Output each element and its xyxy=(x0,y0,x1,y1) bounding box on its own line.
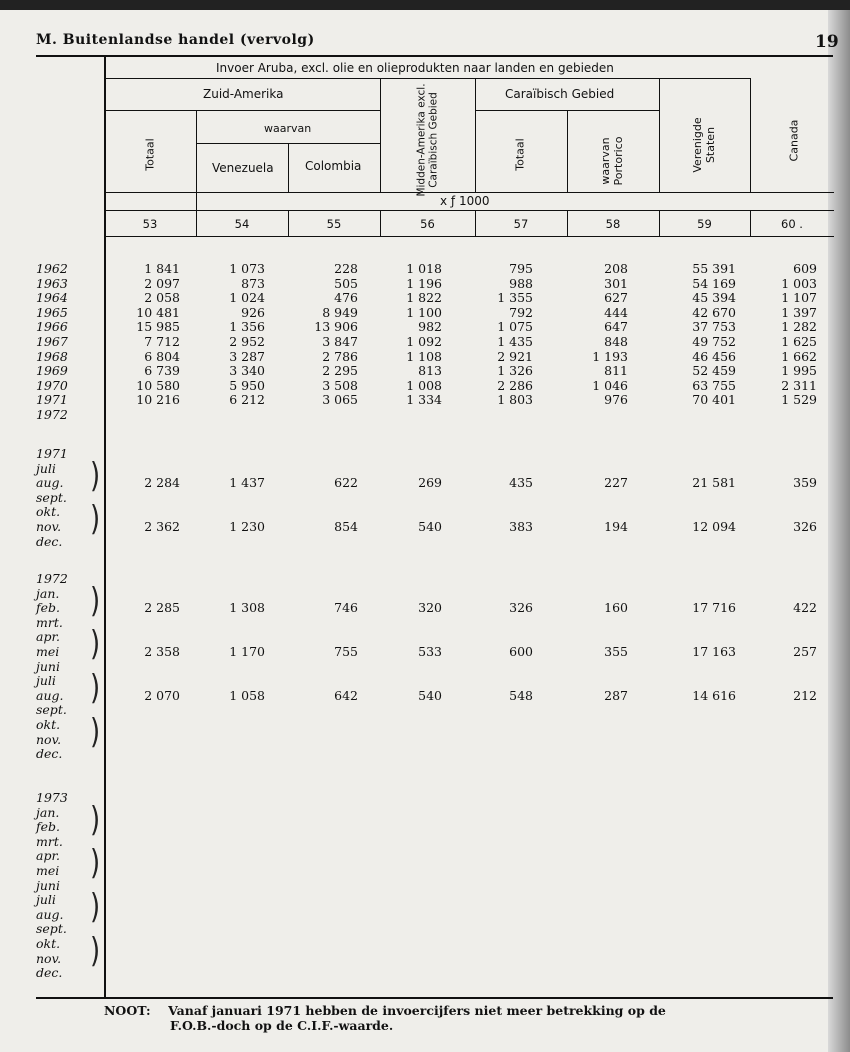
table-cell: 1 355 xyxy=(497,290,533,306)
verenigde-staten-header: Verenigde Staten xyxy=(691,117,717,173)
month-label: sept. xyxy=(36,921,67,937)
table-cell: 10 580 xyxy=(136,377,180,393)
table-cell: 422 xyxy=(793,600,817,616)
month-label: juli xyxy=(36,460,56,476)
year-heading: 1972 xyxy=(36,571,68,586)
za-rule xyxy=(104,110,380,111)
table-cell: 813 xyxy=(418,363,442,379)
table-cell: 6 739 xyxy=(144,363,180,379)
table-cell: 988 xyxy=(509,275,533,291)
table-cell: 2 284 xyxy=(144,475,180,491)
quarter-brace: ) xyxy=(90,625,101,665)
table-cell: 70 401 xyxy=(692,392,736,408)
table-cell: 326 xyxy=(793,519,817,534)
table-cell: 1 822 xyxy=(406,290,442,306)
scan-top-border xyxy=(0,0,850,10)
quarter-brace: ) xyxy=(90,888,101,928)
month-label: mrt. xyxy=(36,833,63,849)
column-number: 57 xyxy=(513,217,529,231)
canada-header: Canada xyxy=(787,119,801,162)
month-label: juni xyxy=(36,877,60,893)
table-cell: 1 356 xyxy=(229,319,265,335)
colnum-rule xyxy=(104,236,834,237)
table-cell: 227 xyxy=(604,475,628,491)
year-label: 1965 xyxy=(36,304,68,320)
table-cell: 1 397 xyxy=(781,304,817,320)
waarvan-header: waarvan xyxy=(264,122,312,135)
month-label: sept. xyxy=(36,702,67,718)
table-cell: 476 xyxy=(334,290,358,306)
table-cell: 444 xyxy=(604,304,628,320)
table-cell: 6 804 xyxy=(144,348,180,364)
table-cell: 2 952 xyxy=(229,334,265,349)
table-cell: 46 456 xyxy=(692,348,736,364)
month-label: dec. xyxy=(36,965,63,981)
table-cell: 10 481 xyxy=(136,304,180,320)
table-cell: 2 311 xyxy=(781,377,817,393)
table-cell: 1 196 xyxy=(406,275,442,291)
table-cell: 1 529 xyxy=(781,392,817,408)
year-label: 1969 xyxy=(36,363,68,379)
caraibisch-header: Caraïbisch Gebied xyxy=(505,87,615,101)
month-label: nov. xyxy=(36,731,62,747)
unit-rule xyxy=(104,210,834,211)
table-cell: 269 xyxy=(418,475,442,491)
column-number: 55 xyxy=(326,217,342,231)
table-cell: 1 058 xyxy=(229,687,265,703)
table-cell: 257 xyxy=(793,644,817,659)
table-cell: 1 308 xyxy=(229,600,265,616)
table-cell: 2 058 xyxy=(144,290,180,306)
month-label: okt. xyxy=(36,504,61,520)
quarter-brace: ) xyxy=(90,800,101,840)
table-cell: 1 841 xyxy=(144,261,180,276)
table-cell: 8 949 xyxy=(322,304,358,320)
table-cell: 873 xyxy=(241,275,265,291)
table-cell: 301 xyxy=(604,275,628,291)
table-cell: 359 xyxy=(793,475,817,491)
table-cell: 14 616 xyxy=(692,687,736,703)
totaal-cg-header: Totaal xyxy=(513,138,527,171)
col-divider xyxy=(288,143,289,192)
month-label: juni xyxy=(36,658,60,674)
month-label: apr. xyxy=(36,629,61,645)
table-cell: 926 xyxy=(241,304,265,320)
portorico-header: waarvan Portorico xyxy=(599,136,625,186)
table-cell: 982 xyxy=(418,319,442,335)
table-cell: 10 216 xyxy=(136,392,180,408)
year-heading: 1971 xyxy=(36,446,68,461)
table-cell: 540 xyxy=(418,519,442,534)
table-cell: 42 670 xyxy=(692,304,736,320)
table-cell: 12 094 xyxy=(692,519,736,534)
unit-label: x ƒ 1000 xyxy=(440,194,490,208)
table-cell: 1 435 xyxy=(497,334,533,349)
table-cell: 1 100 xyxy=(406,304,442,320)
month-label: okt. xyxy=(36,717,61,732)
table-cell: 54 169 xyxy=(692,275,736,291)
table-cell: 1 008 xyxy=(406,377,442,393)
table-cell: 2 097 xyxy=(144,275,180,291)
table-cell: 609 xyxy=(793,261,817,276)
table-cell: 7 712 xyxy=(144,334,180,349)
table-cell: 1 107 xyxy=(781,290,817,306)
midden-amerika-header: Midden-Amerika excl. Caraïbisch Gebied xyxy=(415,83,440,197)
table-cell: 194 xyxy=(604,519,628,534)
month-label: juli xyxy=(36,892,56,908)
table-cell: 2 070 xyxy=(144,687,180,703)
col-divider xyxy=(567,110,568,192)
col-divider xyxy=(380,78,381,192)
table-cell: 2 285 xyxy=(144,600,180,616)
table-cell: 1 803 xyxy=(497,392,533,408)
year-label: 1967 xyxy=(36,334,68,349)
table-cell: 2 921 xyxy=(497,348,533,364)
table-cell: 55 391 xyxy=(692,261,736,276)
table-cell: 854 xyxy=(334,519,358,534)
table-cell: 1 625 xyxy=(781,334,817,349)
table-cell: 1 092 xyxy=(406,334,442,349)
table-cell: 755 xyxy=(334,644,358,659)
year-label: 1966 xyxy=(36,319,68,335)
month-label: mrt. xyxy=(36,614,63,630)
table-cell: 355 xyxy=(604,644,628,659)
table-cell: 49 752 xyxy=(692,334,736,349)
month-label: mei xyxy=(36,644,60,659)
column-number: 54 xyxy=(234,217,250,231)
table-cell: 627 xyxy=(604,290,628,306)
table-cell: 1 075 xyxy=(497,319,533,335)
table-cell: 1 230 xyxy=(229,519,265,534)
month-label: apr. xyxy=(36,848,61,864)
table-cell: 811 xyxy=(604,363,628,379)
table-cell: 642 xyxy=(334,687,358,703)
venezuela-header: Venezuela xyxy=(212,161,274,175)
month-label: nov. xyxy=(36,519,62,534)
table-cell: 746 xyxy=(334,600,358,616)
table-cell: 1 046 xyxy=(592,377,628,393)
table-cell: 45 394 xyxy=(692,290,736,306)
table-cell: 13 906 xyxy=(314,319,358,335)
colombia-header: Colombia xyxy=(305,159,362,173)
month-label: dec. xyxy=(36,746,63,762)
month-label: jan. xyxy=(36,585,60,601)
quarter-brace: ) xyxy=(90,713,101,752)
month-label: feb. xyxy=(36,819,60,835)
quarter-brace: ) xyxy=(90,669,101,709)
table-cell: 1 326 xyxy=(497,363,533,379)
table-cell: 3 508 xyxy=(322,377,358,393)
table-cell: 647 xyxy=(604,319,628,335)
table-cell: 795 xyxy=(509,261,533,276)
table-cell: 1 024 xyxy=(229,290,265,306)
note-line-1: Vanaf januari 1971 hebben de invoercijfers niet meer betrekking op de xyxy=(168,1003,666,1018)
table-cell: 3 340 xyxy=(229,363,265,379)
month-label: mei xyxy=(36,863,60,878)
col-divider xyxy=(750,78,751,192)
year-label: 1964 xyxy=(36,290,68,306)
title-rule xyxy=(104,78,750,79)
table-cell: 326 xyxy=(509,600,533,616)
table-cell: 1 108 xyxy=(406,348,442,364)
table-cell: 1 170 xyxy=(229,644,265,659)
table-cell: 1 662 xyxy=(781,348,817,364)
year-label: 1963 xyxy=(36,275,68,291)
table-cell: 160 xyxy=(604,600,628,616)
month-label: aug. xyxy=(36,687,64,703)
table-cell: 622 xyxy=(334,475,358,491)
note-line-2: F.O.B.-doch op de C.I.F.-waarde. xyxy=(170,1018,394,1033)
table-cell: 2 362 xyxy=(144,519,180,534)
year-label: 1962 xyxy=(36,261,68,276)
quarter-brace: ) xyxy=(90,500,101,540)
year-label: 1970 xyxy=(36,377,68,393)
table-cell: 3 847 xyxy=(322,334,358,349)
table-cell: 5 950 xyxy=(229,377,265,393)
table-cell: 505 xyxy=(334,275,358,291)
quarter-brace: ) xyxy=(90,581,101,621)
year-label: 1972 xyxy=(36,407,68,422)
month-label: okt. xyxy=(36,936,61,951)
table-cell: 1 018 xyxy=(406,261,442,276)
table-cell: 540 xyxy=(418,687,442,703)
stub-divider xyxy=(104,55,106,997)
top-rule xyxy=(36,55,833,57)
table-main-title: Invoer Aruba, excl. olie en olieprodukten naar landen en gebieden xyxy=(216,61,614,75)
year-label: 1971 xyxy=(36,392,68,408)
year-label: 1968 xyxy=(36,348,68,364)
note-label: NOOT: xyxy=(104,1003,151,1018)
month-label: jan. xyxy=(36,804,60,820)
table-cell: 2 358 xyxy=(144,644,180,659)
table-cell: 792 xyxy=(509,304,533,320)
bottom-rule xyxy=(36,997,833,999)
table-cell: 1 437 xyxy=(229,475,265,491)
table-cell: 1 334 xyxy=(406,392,442,408)
quarter-brace: ) xyxy=(90,844,101,884)
zuid-amerika-header: Zuid-Amerika xyxy=(203,87,284,101)
section-title: M. Buitenlandse handel (vervolg) xyxy=(36,32,315,48)
table-cell: 17 163 xyxy=(692,644,736,659)
table-cell: 1 282 xyxy=(781,319,817,335)
table-cell: 6 212 xyxy=(229,392,265,408)
month-label: dec. xyxy=(36,533,63,549)
column-number: 53 xyxy=(142,217,158,231)
table-cell: 2 786 xyxy=(322,348,358,364)
month-label: aug. xyxy=(36,906,64,922)
year-heading: 1973 xyxy=(36,790,68,805)
table-cell: 287 xyxy=(604,687,628,703)
table-cell: 548 xyxy=(509,687,533,703)
table-cell: 976 xyxy=(604,392,628,408)
col-divider xyxy=(475,78,476,192)
table-cell: 3 065 xyxy=(322,392,358,408)
table-cell: 1 193 xyxy=(592,348,628,364)
footnote xyxy=(104,1003,666,1033)
column-number: 59 xyxy=(697,217,712,231)
table-cell: 533 xyxy=(418,644,442,659)
table-cell: 1 073 xyxy=(229,261,265,276)
quarter-brace: ) xyxy=(90,456,101,496)
table-cell: 383 xyxy=(509,519,533,534)
scan-right-edge xyxy=(828,10,850,1052)
header-bottom-rule xyxy=(104,192,834,193)
totaal-za-header: Totaal xyxy=(143,138,157,171)
table-cell: 21 581 xyxy=(692,475,736,491)
column-number: 60 . xyxy=(781,217,803,231)
table-cell: 15 985 xyxy=(136,319,180,335)
table-cell: 600 xyxy=(509,644,533,659)
table-cell: 63 755 xyxy=(692,377,736,393)
table-cell: 37 753 xyxy=(692,319,736,335)
month-label: aug. xyxy=(36,475,64,491)
table-cell: 52 459 xyxy=(692,363,736,379)
table-cell: 208 xyxy=(604,261,628,276)
table-cell: 1 995 xyxy=(781,363,817,379)
table-cell: 2 295 xyxy=(322,363,358,379)
column-number: 56 xyxy=(420,217,435,231)
month-label: feb. xyxy=(36,600,60,616)
table-cell: 1 003 xyxy=(781,275,817,291)
table-cell: 2 286 xyxy=(497,377,533,393)
column-number: 58 xyxy=(605,217,621,231)
table-cell: 17 716 xyxy=(692,600,736,616)
table-cell: 212 xyxy=(793,687,817,703)
table-cell: 228 xyxy=(334,261,358,276)
table-cell: 320 xyxy=(418,600,442,616)
table-cell: 3 287 xyxy=(229,348,265,364)
month-label: sept. xyxy=(36,489,67,505)
table-cell: 435 xyxy=(509,475,533,491)
month-label: nov. xyxy=(36,950,62,966)
month-label: juli xyxy=(36,673,56,689)
table-cell: 848 xyxy=(604,334,628,349)
col-divider xyxy=(659,78,660,192)
page-number: 19 xyxy=(815,32,839,52)
quarter-brace: ) xyxy=(90,932,101,971)
